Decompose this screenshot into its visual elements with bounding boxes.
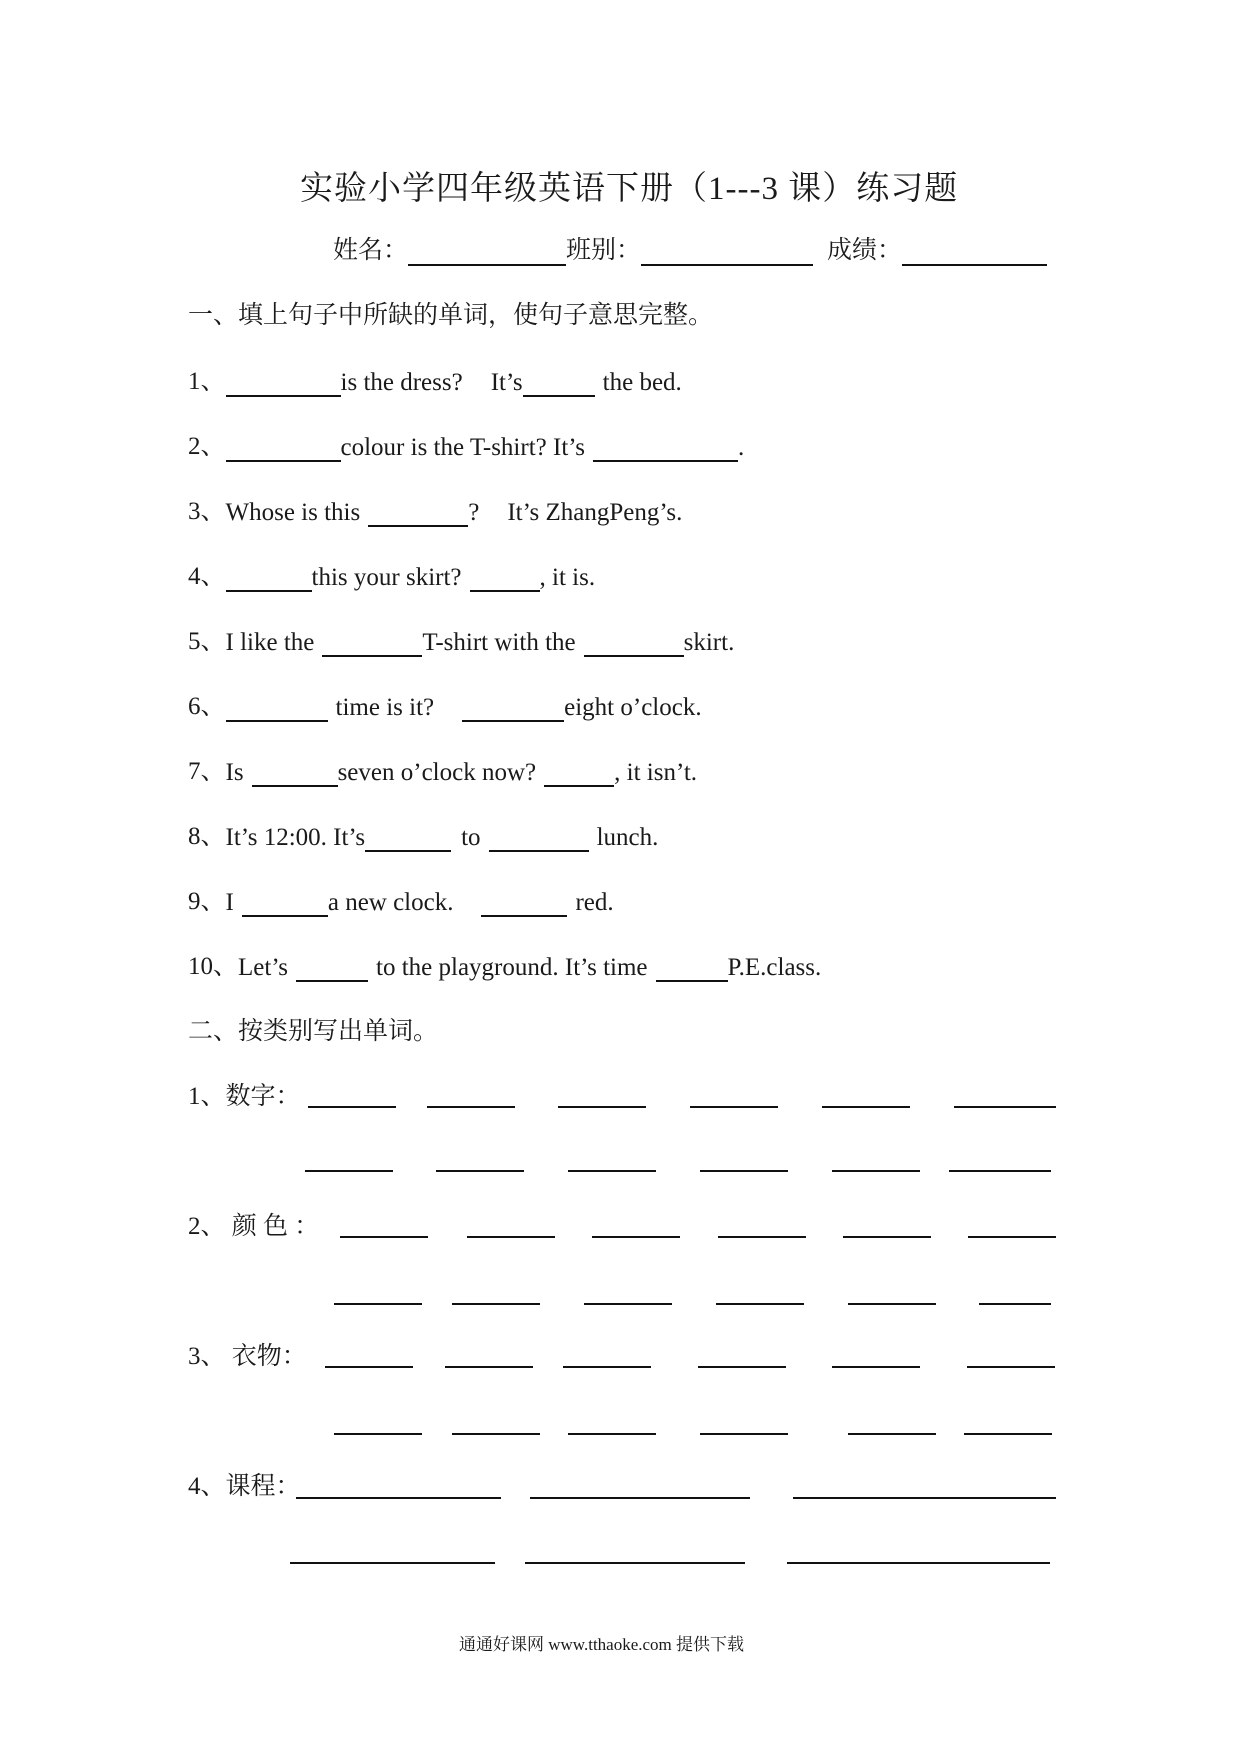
question-text: the bed.	[602, 369, 682, 396]
answer-line[interactable]	[716, 1303, 804, 1305]
question-3	[188, 491, 682, 527]
answer-line[interactable]	[700, 1170, 788, 1172]
score-label: 成绩：	[827, 237, 903, 264]
category-colors-label: 2、 颜 色 ：	[188, 1213, 320, 1240]
score-field[interactable]	[902, 239, 1047, 266]
answer-line[interactable]	[979, 1303, 1051, 1305]
answer-line[interactable]	[334, 1303, 422, 1305]
answer-line[interactable]	[843, 1236, 931, 1238]
question-text: , it is.	[539, 564, 596, 591]
answer-line[interactable]	[700, 1433, 788, 1435]
category-clothes-label: 3、 衣物：	[188, 1343, 307, 1370]
question-text: I	[225, 889, 234, 916]
answer-line[interactable]	[964, 1433, 1052, 1435]
footer-credit: 通通好课网 www.tthaoke.com 提供下载	[459, 1635, 745, 1654]
question-text: skirt.	[683, 629, 735, 656]
question-5	[188, 621, 734, 657]
question-text: ?	[468, 499, 480, 526]
question-number: 1、	[188, 368, 226, 395]
answer-blank[interactable]	[368, 500, 468, 527]
answer-line[interactable]	[436, 1170, 524, 1172]
answer-blank[interactable]	[462, 695, 564, 722]
answer-line[interactable]	[445, 1366, 533, 1368]
question-text: It’s 12:00. It’s	[225, 824, 366, 851]
answer-blank[interactable]	[656, 955, 728, 982]
answer-line[interactable]	[968, 1236, 1056, 1238]
question-text: I like the	[225, 629, 315, 656]
question-number: 10、	[188, 953, 239, 980]
question-number: 7、	[188, 758, 226, 785]
question-text: time is it?	[335, 694, 435, 721]
answer-line[interactable]	[584, 1303, 672, 1305]
question-text: Let’s	[238, 954, 289, 981]
question-number: 5、	[188, 628, 226, 655]
answer-blank[interactable]	[322, 630, 422, 657]
question-7	[188, 751, 697, 787]
question-number: 6、	[188, 693, 226, 720]
answer-line[interactable]	[563, 1366, 651, 1368]
question-text: It’s ZhangPeng’s.	[507, 499, 683, 526]
category-subjects-label: 4、课程：	[188, 1473, 301, 1500]
answer-line[interactable]	[832, 1366, 920, 1368]
question-text: lunch.	[596, 824, 659, 851]
question-text: a new clock.	[327, 889, 454, 916]
answer-line[interactable]	[690, 1106, 778, 1108]
answer-line[interactable]	[949, 1170, 1051, 1172]
question-text: , it isn’t.	[614, 759, 698, 786]
answer-line[interactable]	[568, 1433, 656, 1435]
question-9	[188, 881, 614, 917]
question-1	[188, 361, 682, 397]
section1-heading: 一、填上句子中所缺的单词，使句子意思完整。	[188, 302, 714, 329]
answer-blank[interactable]	[523, 370, 595, 397]
answer-line[interactable]	[592, 1236, 680, 1238]
answer-blank[interactable]	[226, 565, 312, 592]
question-text: Is	[225, 759, 244, 786]
question-text: eight o’clock.	[564, 694, 702, 721]
answer-line[interactable]	[325, 1366, 413, 1368]
answer-blank[interactable]	[296, 955, 368, 982]
question-text: Whose is this	[225, 499, 361, 526]
answer-line[interactable]	[822, 1106, 910, 1108]
answer-line[interactable]	[296, 1497, 501, 1499]
answer-blank[interactable]	[226, 435, 341, 462]
answer-line[interactable]	[308, 1106, 396, 1108]
question-8	[188, 816, 658, 852]
answer-line[interactable]	[530, 1497, 750, 1499]
answer-line[interactable]	[718, 1236, 806, 1238]
answer-line[interactable]	[954, 1106, 1056, 1108]
answer-line[interactable]	[698, 1366, 786, 1368]
name-label: 姓名：	[333, 237, 409, 264]
answer-line[interactable]	[467, 1236, 555, 1238]
question-4	[188, 556, 595, 592]
answer-line[interactable]	[334, 1433, 422, 1435]
question-number: 3、	[188, 498, 226, 525]
answer-line[interactable]	[427, 1106, 515, 1108]
answer-blank[interactable]	[470, 565, 540, 592]
answer-line[interactable]	[848, 1303, 936, 1305]
answer-line[interactable]	[787, 1562, 1050, 1564]
answer-line[interactable]	[967, 1366, 1055, 1368]
answer-blank[interactable]	[365, 825, 451, 852]
answer-blank[interactable]	[226, 370, 341, 397]
category-numbers-label: 1、数字：	[188, 1083, 301, 1110]
question-number: 8、	[188, 823, 226, 850]
answer-line[interactable]	[340, 1236, 428, 1238]
question-text: It’s	[490, 369, 523, 396]
class-label: 班别：	[566, 237, 642, 264]
question-2	[188, 426, 744, 462]
answer-line[interactable]	[452, 1303, 540, 1305]
question-text: this your skirt?	[311, 564, 462, 591]
question-text: colour is the T-shirt? It’s	[340, 434, 585, 461]
question-text: .	[737, 434, 745, 461]
question-text: seven o’clock now?	[337, 759, 537, 786]
student-info-row	[333, 230, 1047, 266]
class-field[interactable]	[641, 239, 813, 266]
answer-line[interactable]	[525, 1562, 745, 1564]
answer-blank[interactable]	[584, 630, 684, 657]
answer-blank[interactable]	[593, 435, 738, 462]
question-10	[188, 946, 821, 982]
answer-blank[interactable]	[242, 890, 328, 917]
section2-heading: 二、按类别写出单词。	[188, 1018, 439, 1045]
question-text: red.	[575, 889, 614, 916]
question-text: P.E.class.	[727, 954, 822, 981]
question-number: 9、	[188, 888, 226, 915]
answer-blank[interactable]	[252, 760, 338, 787]
answer-line[interactable]	[848, 1433, 936, 1435]
answer-line[interactable]	[832, 1170, 920, 1172]
answer-blank[interactable]	[489, 825, 589, 852]
question-text: T-shirt with the	[422, 629, 576, 656]
question-6	[188, 686, 702, 722]
question-text: to the playground. It’s time	[376, 954, 648, 981]
answer-line[interactable]	[305, 1170, 393, 1172]
question-text: is the dress?	[340, 369, 463, 396]
answer-blank[interactable]	[481, 890, 567, 917]
name-field[interactable]	[408, 239, 566, 266]
question-number: 4、	[188, 563, 226, 590]
page-title: 实验小学四年级英语下册（1---3 课）练习题	[300, 171, 959, 207]
question-number: 2、	[188, 433, 226, 460]
answer-blank[interactable]	[544, 760, 614, 787]
answer-line[interactable]	[452, 1433, 540, 1435]
answer-line[interactable]	[558, 1106, 646, 1108]
question-text: to	[461, 824, 481, 851]
answer-line[interactable]	[568, 1170, 656, 1172]
answer-line[interactable]	[793, 1497, 1056, 1499]
answer-blank[interactable]	[226, 695, 328, 722]
answer-line[interactable]	[290, 1562, 495, 1564]
